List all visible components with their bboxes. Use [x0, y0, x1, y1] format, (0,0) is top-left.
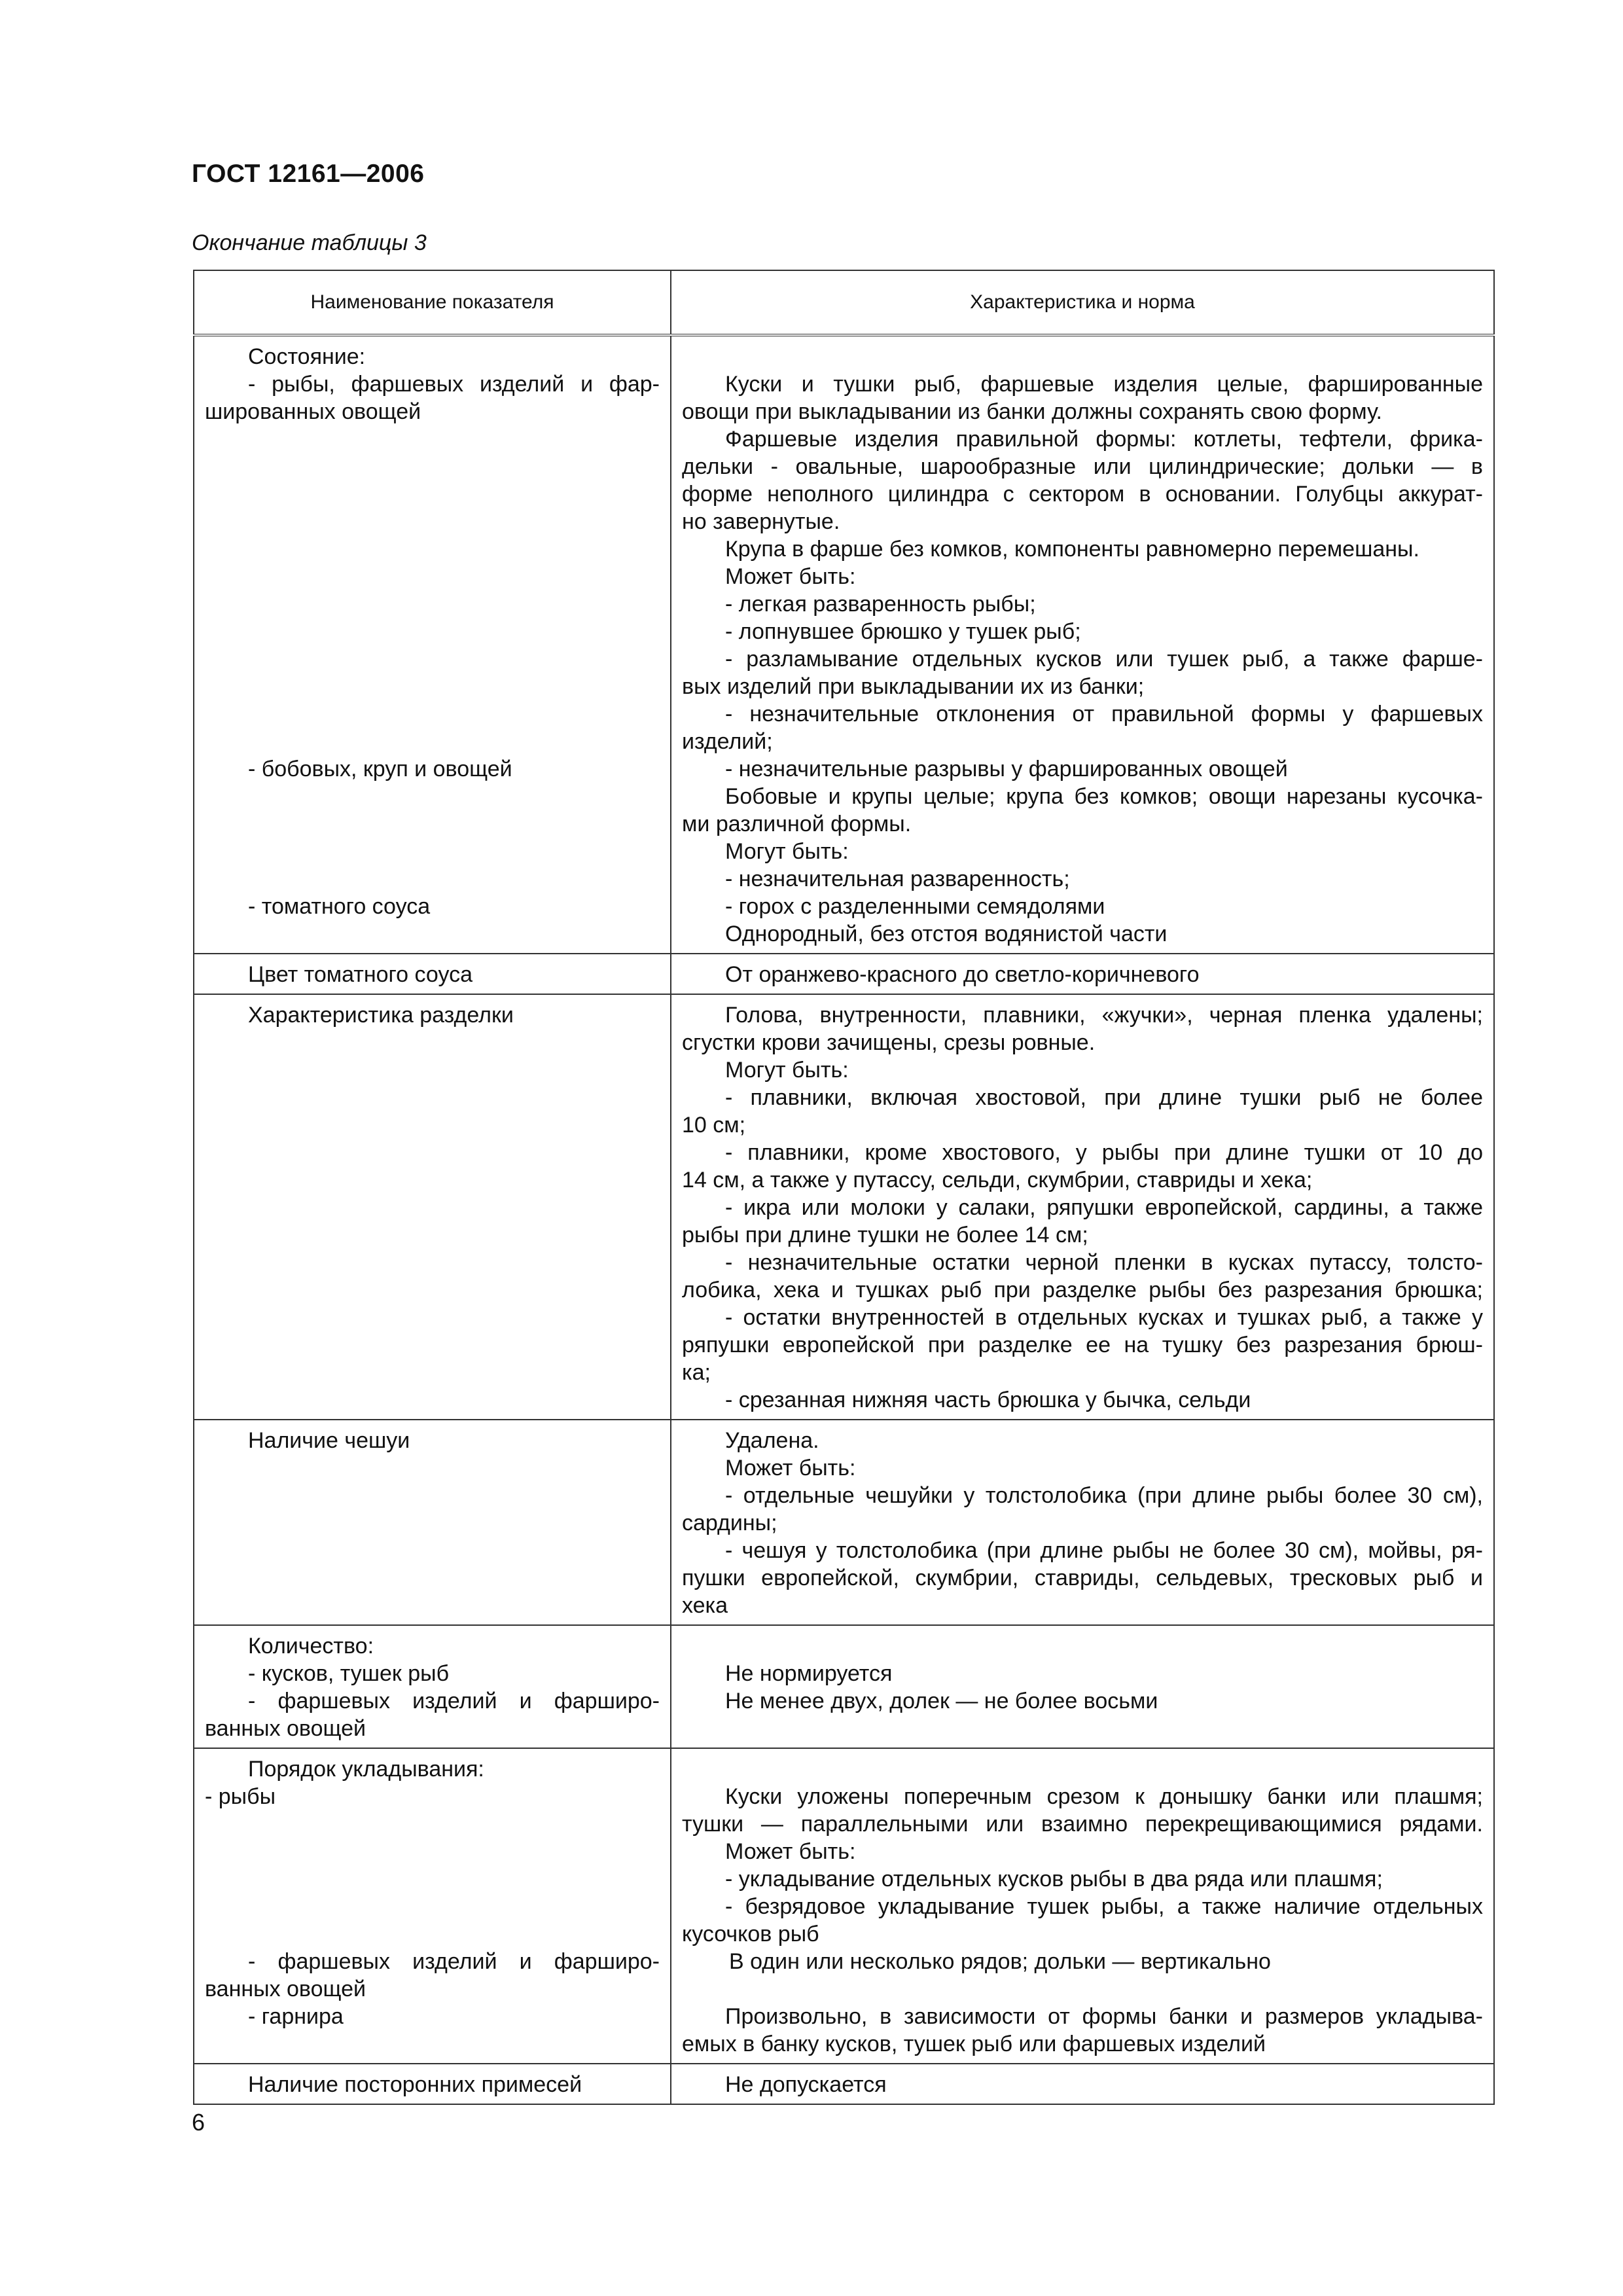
table-row: [194, 1420, 1494, 1625]
cell-line: - рыбы: [205, 1784, 276, 1809]
cell-line: Удалена.: [725, 1428, 819, 1453]
cell-line: сардины;: [682, 1511, 777, 1535]
document-title: ГОСТ 12161—2006: [192, 160, 425, 188]
cell-line: емых в банку кусков, тушек рыб или фаршевых изделий: [682, 2032, 1266, 2056]
cell-line: тушки — параллельными или взаимно перекрещивающимися рядами.: [682, 1812, 1483, 1837]
cell-line: Может быть:: [725, 1839, 856, 1864]
row-indicator-scales: [194, 1420, 671, 1625]
cell-line: - чешуя у толстолобика (при длине рыбы не более 30 см), мойвы, ря-: [725, 1538, 1483, 1563]
cell-line: Произвольно, в зависимости от формы банки и размеров укладыва-: [725, 2004, 1483, 2029]
row-norm-sauce-color: [671, 954, 1494, 994]
cell-line: - срезанная нижняя часть брюшка у бычка, сельди: [725, 1388, 1251, 1412]
cell-line: рыбы при длине тушки не более 14 см;: [682, 1223, 1088, 1247]
table-row: [194, 1625, 1494, 1748]
cell-line: Наличие посторонних примесей: [248, 2072, 582, 2097]
row-norm-cutting: [671, 994, 1494, 1420]
table-header-row: [194, 270, 1494, 335]
row-indicator-quantity: [194, 1625, 671, 1748]
cell-line: Куски уложены поперечным срезом к донышку банки или плашмя;: [725, 1784, 1483, 1809]
cell-line: шированных овощей: [205, 399, 421, 424]
table-row: [194, 1748, 1494, 2064]
cell-line: Характеристика разделки: [248, 1003, 514, 1028]
cell-line: лобика, хека и тушках рыб при разделке рыбы без разрезания брюшка;: [682, 1278, 1483, 1302]
cell-line: Куски и тушки рыб, фаршевые изделия целые, фаршированные: [725, 372, 1483, 397]
row-norm-scales: [671, 1420, 1494, 1625]
cell-line: - томатного соуса: [248, 894, 431, 919]
table-row: [194, 2064, 1494, 2104]
row-norm-packing-order: [671, 1748, 1494, 2064]
cell-line: Могут быть:: [725, 1058, 849, 1083]
cell-line: форме неполного цилиндра с сектором в основании. Голубцы аккурат-: [682, 482, 1483, 507]
cell-line: - лопнувшее брюшко у тушек рыб;: [725, 619, 1081, 644]
cell-line: - горох с разделенными семядолями: [725, 894, 1105, 919]
cell-line: вых изделий при выкладывании их из банки;: [682, 674, 1145, 699]
table-row: [194, 994, 1494, 1420]
cell-line: но завернутые.: [682, 509, 840, 534]
row-norm-state: [671, 336, 1494, 954]
cell-line: Крупа в фарше без комков, компоненты равномерно перемешаны.: [725, 537, 1419, 562]
cell-line: дельки - овальные, шарообразные или цилиндрические; дольки — в: [682, 454, 1483, 479]
cell-line: - бобовых, круп и овощей: [248, 757, 512, 781]
cell-line: ми различной формы.: [682, 812, 912, 836]
cell-line: Не допускается: [725, 2072, 887, 2097]
specification-table: [193, 270, 1495, 2105]
cell-line: 14 см, а также у путассу, сельди, скумбрии, ставриды и хека;: [682, 1168, 1313, 1193]
column-header-norm: Характеристика и норма: [671, 270, 1494, 335]
cell-line: - гарнира: [248, 2004, 344, 2029]
cell-line: - остатки внутренностей в отдельных кусках и тушках рыб, а также у: [725, 1305, 1483, 1330]
cell-line: - плавники, кроме хвостового, у рыбы при длине тушки от 10 до: [725, 1140, 1483, 1165]
cell-line: 10 см;: [682, 1113, 746, 1138]
page-number: 6: [192, 2109, 205, 2136]
cell-line: пушки европейской, скумбрии, ставриды, сельдевых, тресковых рыб и: [682, 1566, 1483, 1590]
cell-line: ка;: [682, 1360, 711, 1385]
cell-line: Не менее двух, долек — не более восьми: [725, 1689, 1158, 1713]
cell-line: - разламывание отдельных кусков или тушек рыб, а также фарше-: [725, 647, 1483, 672]
cell-line: ряпушки европейской при разделке ее на тушку без разрезания брюш-: [682, 1333, 1483, 1357]
cell-line: - рыбы, фаршевых изделий и фар-: [248, 372, 660, 397]
cell-line: - отдельные чешуйки у толстолобика (при длине рыбы более 30 см),: [725, 1483, 1483, 1508]
cell-line: кусочков рыб: [682, 1922, 819, 1946]
cell-line: В один или несколько рядов; дольки — вертикально: [729, 1949, 1271, 1974]
row-norm-quantity: [671, 1625, 1494, 1748]
cell-line: Состояние:: [248, 344, 366, 369]
cell-line: От оранжево-красного до светло-коричневого: [725, 962, 1200, 987]
cell-line: Порядок укладывания:: [248, 1757, 484, 1782]
row-indicator-cutting: [194, 994, 671, 1420]
cell-line: - незначительные остатки черной пленки в кусках путассу, толсто-: [725, 1250, 1483, 1275]
cell-line: - безрядовое укладывание тушек рыбы, а также наличие отдельных: [725, 1894, 1483, 1919]
table-caption: Окончание таблицы 3: [192, 230, 427, 255]
cell-line: Может быть:: [725, 564, 856, 589]
cell-line: сгустки крови зачищены, срезы ровные.: [682, 1030, 1096, 1055]
cell-line: - плавники, включая хвостовой, при длине тушки рыб не более: [725, 1085, 1483, 1110]
cell-line: - икра или молоки у салаки, ряпушки европейской, сардины, а также: [725, 1195, 1483, 1220]
cell-line: Количество:: [248, 1634, 374, 1659]
column-header-indicator: Наименование показателя: [194, 270, 671, 335]
cell-line: Не нормируется: [725, 1661, 893, 1686]
cell-line: - незначительные отклонения от правильной формы у фаршевых: [725, 702, 1483, 726]
row-indicator-packing-order: [194, 1748, 671, 2064]
cell-line: - легкая разваренность рыбы;: [725, 592, 1036, 617]
cell-line: овощи при выкладывании из банки должны сохранять свою форму.: [682, 399, 1382, 424]
cell-line: - фаршевых изделий и фарширо-: [248, 1689, 660, 1713]
cell-line: - укладывание отдельных кусков рыбы в два ряда или плашмя;: [725, 1867, 1383, 1892]
cell-line: - незначительная разваренность;: [725, 867, 1070, 891]
row-indicator-sauce-color: [194, 954, 671, 994]
cell-line: Может быть:: [725, 1456, 856, 1480]
row-indicator-state: [194, 336, 671, 954]
cell-line: Наличие чешуи: [248, 1428, 410, 1453]
table-row: [194, 954, 1494, 994]
row-norm-foreign-matter: [671, 2064, 1494, 2104]
cell-line: - фаршевых изделий и фарширо-: [248, 1949, 660, 1974]
cell-line: ванных овощей: [205, 1977, 366, 2001]
table-row: [194, 336, 1494, 954]
cell-line: Цвет томатного соуса: [248, 962, 473, 987]
row-indicator-foreign-matter: [194, 2064, 671, 2104]
cell-line: хека: [682, 1593, 728, 1618]
cell-line: изделий;: [682, 729, 773, 754]
cell-line: Могут быть:: [725, 839, 849, 864]
cell-line: Бобовые и крупы целые; крупа без комков; овощи нарезаны кусочка-: [725, 784, 1483, 809]
cell-line: - незначительные разрывы у фаршированных овощей: [725, 757, 1288, 781]
cell-line: Фаршевые изделия правильной формы: котлеты, тефтели, фрика-: [725, 427, 1483, 452]
cell-line: Голова, внутренности, плавники, «жучки», черная пленка удалены;: [725, 1003, 1483, 1028]
cell-line: - кусков, тушек рыб: [248, 1661, 450, 1686]
cell-line: ванных овощей: [205, 1716, 366, 1741]
cell-line: Однородный, без отстоя водянистой части: [725, 922, 1168, 946]
